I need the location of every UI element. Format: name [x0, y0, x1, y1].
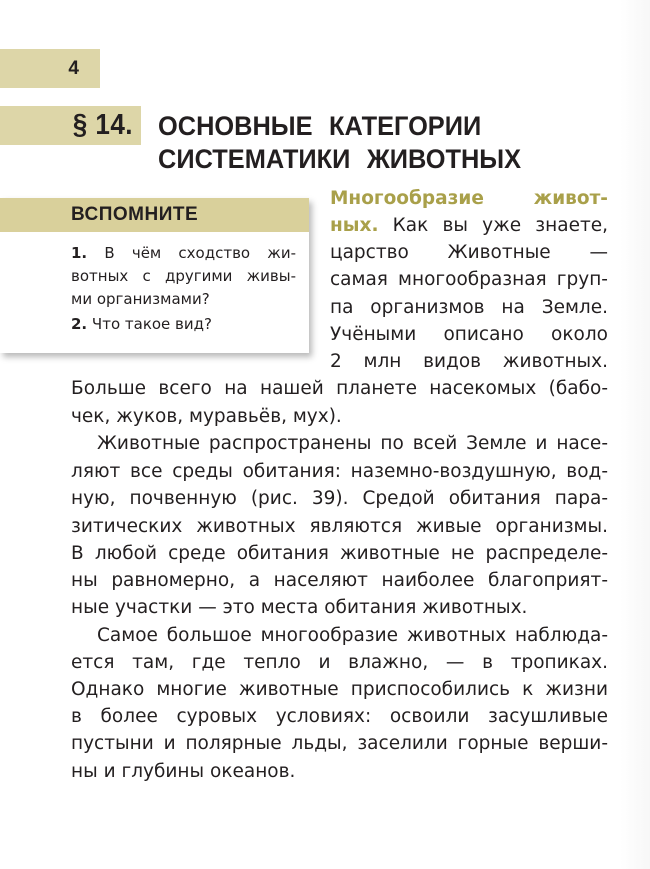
- recall-question-1-line-1: [71, 244, 296, 262]
- text-line: самая многообразная груп-: [330, 269, 608, 290]
- page-edge-shade: [620, 0, 650, 869]
- text-line: ные участки — это места обитания животных.: [71, 597, 528, 618]
- subheading: ных.: [330, 215, 379, 236]
- question-text: ми организмами?: [71, 290, 210, 308]
- text-line: Самое большое многообразие животных наблюда-: [97, 625, 608, 646]
- text-line: ется там, где тепло и влажно, — в тропиках.: [71, 652, 608, 673]
- text-line: чек, жуков, муравьёв, мух).: [71, 406, 342, 427]
- section-title-line: ОСНОВНЫЕ КАТЕГОРИИ: [158, 111, 482, 141]
- page-number: 4: [68, 58, 79, 79]
- text-line: ляют все среды обитания: наземно-воздушную, вод-: [71, 461, 608, 482]
- section-title: [158, 110, 521, 176]
- text-line: Однако многие животные приспособились к жизни: [71, 679, 608, 700]
- question-number: 2.: [71, 315, 88, 333]
- question-number: 1.: [71, 244, 88, 262]
- text-line: ны и глубины океанов.: [71, 761, 296, 782]
- section-title-line: СИСТЕМАТИКИ ЖИВОТНЫХ: [158, 144, 522, 174]
- page-number-tab: [0, 49, 100, 88]
- text-span: Как вы уже знаете,: [392, 215, 608, 236]
- recall-box: [0, 198, 309, 353]
- text-line: в более суровых условиях: освоили засушливые: [71, 706, 608, 727]
- text-line: ны равномерно, а населяют наиболее благоприят-: [71, 570, 608, 591]
- recall-question-1-line-3: [71, 290, 296, 308]
- recall-question-1-line-2: [71, 267, 296, 285]
- text-line: В любой среде обитания животные не распределе-: [71, 543, 608, 564]
- section-number-tab: [0, 106, 141, 145]
- text-line: царство Животные —: [330, 242, 608, 263]
- question-text: Что такое вид?: [91, 315, 212, 333]
- text-line: Больше всего на нашей планете насекомых (бабо-: [71, 378, 608, 399]
- recall-title: ВСПОМНИТЕ: [71, 204, 199, 225]
- text-line: Животные распространены по всей Земле и насе-: [97, 433, 608, 454]
- section-number: § 14.: [72, 109, 133, 141]
- text-line: Учёными описано около: [330, 324, 608, 345]
- text-line: ную, почвенную (рис. 39). Средой обитания пара-: [71, 488, 608, 509]
- question-text: вотных с другими живы-: [71, 267, 296, 285]
- text-line: пустыни и полярные льды, заселили горные верши-: [71, 733, 608, 754]
- text-line: [330, 215, 608, 237]
- recall-question-2: [71, 315, 296, 333]
- question-text: В чём сходство жи-: [104, 244, 296, 262]
- text-line: зитических животных являются живые организмы.: [71, 516, 608, 537]
- recall-header: [0, 198, 309, 232]
- text-line: па организмов на Земле.: [330, 297, 608, 318]
- text-line: 2 млн видов животных.: [330, 351, 608, 372]
- subheading: Многообразие живот-: [330, 188, 608, 209]
- subheading-line: [330, 188, 608, 210]
